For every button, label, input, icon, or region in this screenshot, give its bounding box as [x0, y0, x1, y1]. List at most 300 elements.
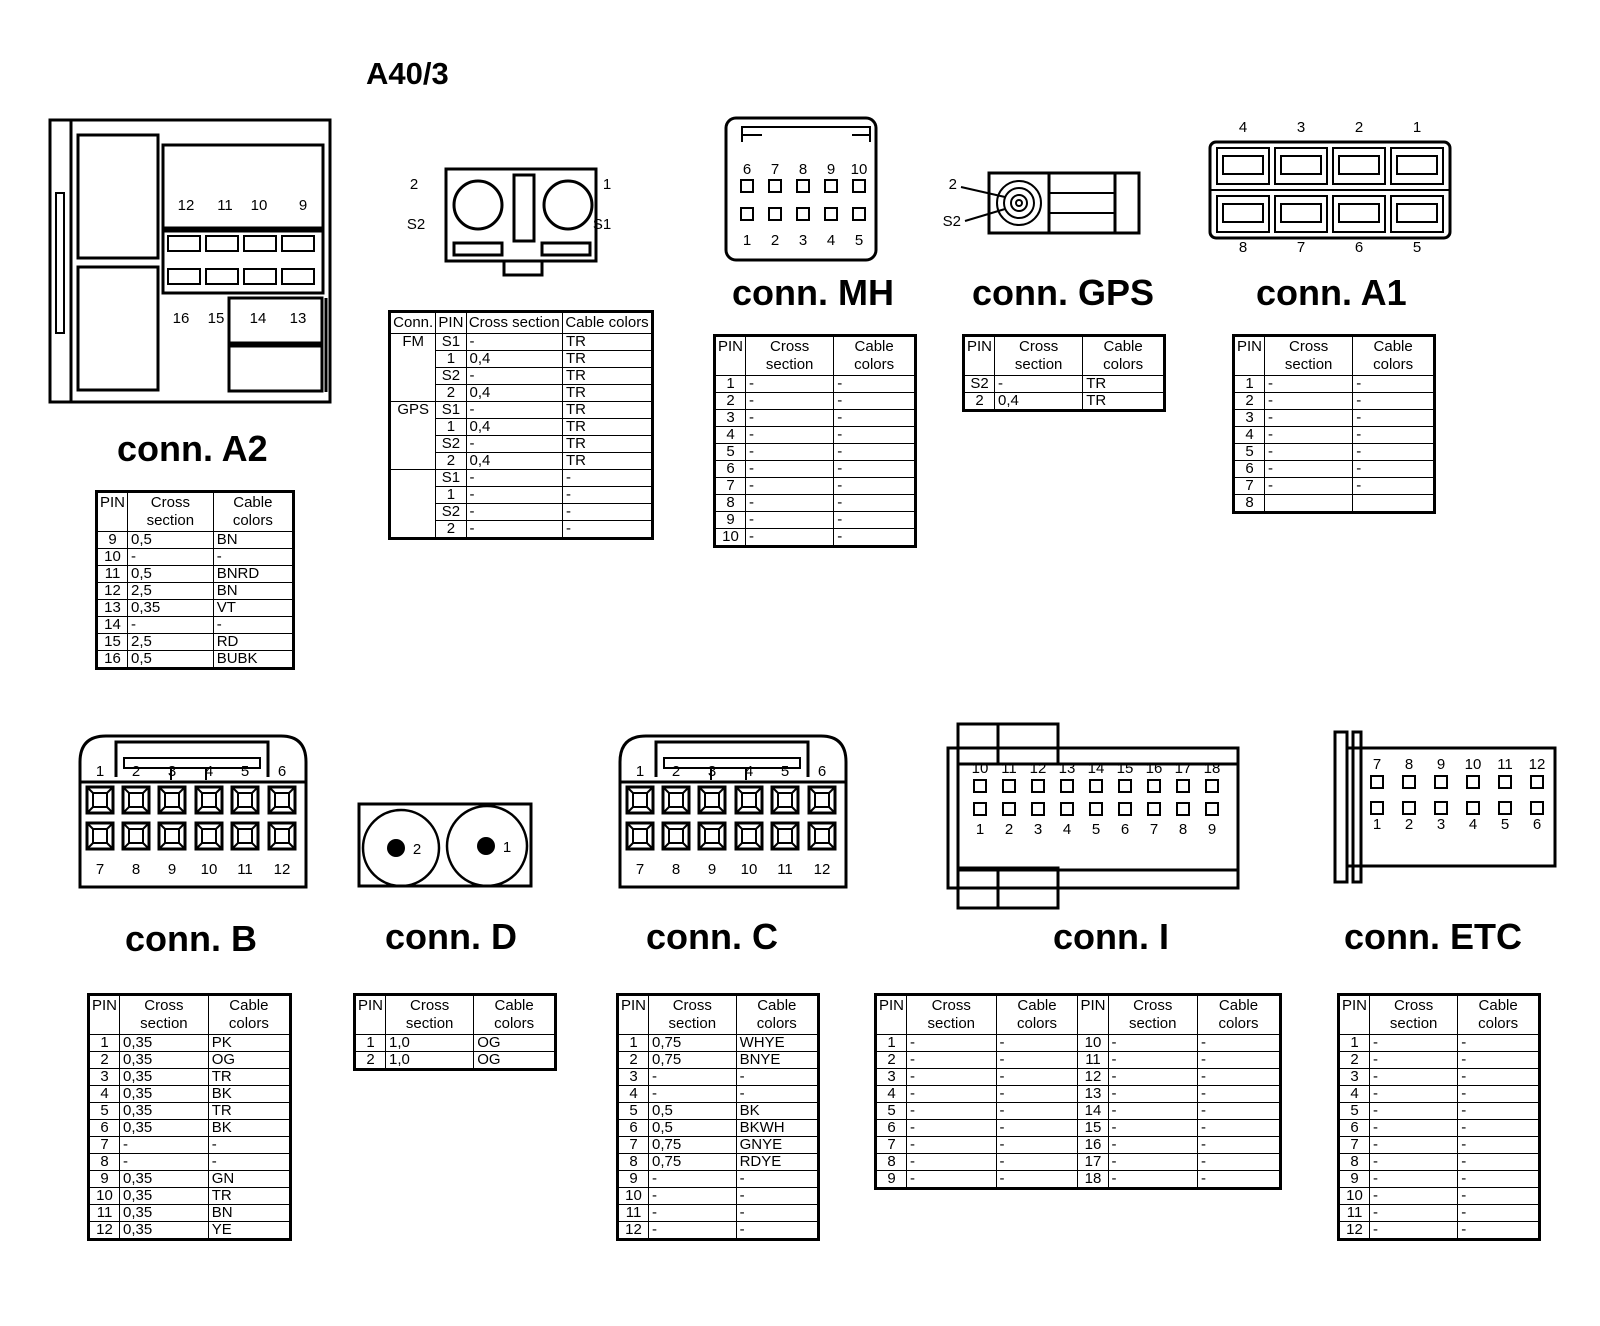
conn-etc-diagram [1333, 728, 1563, 888]
cross-section-header: Cross section [466, 312, 562, 334]
pin-cavity [165, 793, 179, 807]
pin-cavity [93, 829, 107, 843]
cross-section-header: Cross section [907, 995, 996, 1035]
pin-header: PIN [89, 995, 120, 1035]
table-row [1339, 1222, 1540, 1240]
cross-section-cell: - [746, 376, 834, 393]
cross-section-header: Cross section [1108, 995, 1197, 1035]
pin-number-label: 9 [298, 197, 308, 214]
cable-colors-header: Cable colors [1458, 995, 1540, 1035]
cross-section-cell: 2,5 [128, 634, 214, 651]
pin-number-label: 4 [1468, 816, 1478, 833]
pin-number-label: 8 [1238, 239, 1248, 256]
pin-cavity [1403, 776, 1415, 788]
pin-number-label: 7 [95, 861, 105, 878]
pin-cell: 7 [618, 1137, 649, 1154]
cross-section-header: Cross section [746, 336, 834, 376]
pin-number-label: 3 [167, 763, 177, 780]
table-row [89, 1052, 291, 1069]
cross-section-header: Cross section [120, 995, 209, 1035]
cable-color-cell: - [834, 427, 916, 444]
cable-color-cell: - [736, 1171, 818, 1188]
cross-section-cell: - [746, 427, 834, 444]
cable-color-cell: - [1197, 1171, 1280, 1189]
conn-group-cell: GPS [390, 402, 436, 470]
pin-cavity [1061, 780, 1073, 792]
cable-color-cell: TR [563, 385, 653, 402]
pin-cell: 7 [715, 478, 746, 495]
pin-number-label: 2 [131, 763, 141, 780]
table-row [355, 1052, 556, 1070]
pin-cavity [1206, 780, 1218, 792]
pin-cavity [769, 208, 781, 220]
pin-cell: 9 [89, 1171, 120, 1188]
pin-cell: 12 [1078, 1069, 1108, 1086]
cross-section-cell: 0,35 [120, 1222, 209, 1240]
cross-section-header: Cross section [995, 336, 1083, 376]
table-row [1339, 1069, 1540, 1086]
pin-number-label: 3 [707, 763, 717, 780]
pin-cavity [741, 208, 753, 220]
cross-section-cell: - [466, 504, 562, 521]
cable-color-cell: - [563, 470, 653, 487]
pin-cavity [633, 793, 647, 807]
pin-cavity [1333, 196, 1385, 232]
pin-cavity [974, 780, 986, 792]
conn-gps-table [962, 334, 1166, 412]
cable-color-cell: TR [563, 453, 653, 470]
table-row [89, 1154, 291, 1171]
cross-section-cell: - [1370, 1154, 1458, 1171]
cable-color-cell: BKWH [736, 1120, 818, 1137]
pin-cell: 1 [1339, 1035, 1370, 1052]
pin-number-label: 10 [971, 760, 989, 777]
pin-cavity [275, 829, 289, 843]
cross-section-cell: - [907, 1052, 996, 1069]
pin-number-label: 14 [1087, 760, 1105, 777]
cable-color-cell: - [1197, 1069, 1280, 1086]
cable-color-cell: - [996, 1052, 1078, 1069]
cross-section-cell: - [1108, 1103, 1197, 1120]
cable-color-cell: - [208, 1154, 290, 1171]
conn-group-cell: FM [390, 334, 436, 402]
table-row [715, 427, 916, 444]
cable-color-cell: - [996, 1171, 1078, 1189]
pin-cavity [974, 803, 986, 815]
cross-section-cell: - [1108, 1086, 1197, 1103]
pin-cavity [853, 208, 865, 220]
cable-color-cell: BNYE [736, 1052, 818, 1069]
table-row [1339, 1086, 1540, 1103]
pin-cell: 6 [876, 1120, 907, 1137]
table-row [97, 617, 294, 634]
table-row [89, 1120, 291, 1137]
pin-number-label: 2 [1004, 821, 1014, 838]
cross-section-cell: - [1265, 393, 1353, 410]
table-row [1234, 444, 1435, 461]
cable-colors-header: Cable colors [834, 336, 916, 376]
cable-color-cell: GN [208, 1171, 290, 1188]
pin-cell: 12 [618, 1222, 649, 1240]
cable-color-cell: BK [208, 1086, 290, 1103]
pin-number-label: 16 [1145, 760, 1163, 777]
table-row [876, 1154, 1281, 1171]
cross-section-cell: 1,0 [386, 1035, 474, 1052]
pin-cell: 7 [1339, 1137, 1370, 1154]
pin-number-label: 1 [502, 839, 512, 856]
pin-number-label: 6 [1354, 239, 1364, 256]
pin-header: PIN [1234, 336, 1265, 376]
cable-color-cell: - [834, 478, 916, 495]
pin-cavity [1119, 803, 1131, 815]
pin-cavity [825, 180, 837, 192]
cross-section-cell: - [1370, 1086, 1458, 1103]
pin-cavity [1397, 204, 1437, 222]
pin-cavity [1499, 776, 1511, 788]
table-row [1339, 1171, 1540, 1188]
cross-section-cell: - [128, 617, 214, 634]
conn-d-title: conn. D [385, 916, 517, 957]
pin-cavity [1003, 803, 1015, 815]
pin-number-label: 2 [409, 176, 419, 193]
conn-a1-diagram [1198, 118, 1458, 263]
pin-cell: S1 [436, 470, 466, 487]
pin-header: PIN [1339, 995, 1370, 1035]
pin-cell: 10 [1339, 1188, 1370, 1205]
cable-color-cell: BN [213, 532, 293, 549]
table-row [618, 1137, 819, 1154]
cable-color-cell: - [736, 1086, 818, 1103]
cross-section-cell: 1,0 [386, 1052, 474, 1070]
table-row [618, 1205, 819, 1222]
pin-cell: S2 [436, 504, 466, 521]
pin-cell: 8 [618, 1154, 649, 1171]
pin-number-label: 2 [1354, 119, 1364, 136]
pin-cavity [202, 829, 216, 843]
pin-header: PIN [618, 995, 649, 1035]
pin-cell: 5 [89, 1103, 120, 1120]
table-row [1339, 1052, 1540, 1069]
pin-number-label: 2 [948, 176, 957, 193]
cross-section-cell: - [1108, 1137, 1197, 1154]
table-row [876, 1035, 1281, 1052]
pin-cell: S1 [436, 334, 466, 351]
cable-color-cell: - [1353, 376, 1435, 393]
pin-number-label: 2 [770, 232, 780, 249]
pin-cell: 2 [1339, 1052, 1370, 1069]
cross-section-cell: - [746, 478, 834, 495]
pin-number-label: 13 [1058, 760, 1076, 777]
cross-section-cell: 0,5 [128, 566, 214, 583]
pin-cavity [93, 793, 107, 807]
conn-fm-gps-table [388, 310, 654, 540]
cross-section-cell: - [1370, 1103, 1458, 1120]
cross-section-cell: 0,35 [120, 1188, 209, 1205]
pin-number-label: 12 [1528, 756, 1546, 773]
pin-cell: 6 [715, 461, 746, 478]
pin-cell: 1 [89, 1035, 120, 1052]
pin-cell: 5 [618, 1103, 649, 1120]
pin-cavity [1275, 196, 1327, 232]
pin-cell: 2 [876, 1052, 907, 1069]
pin-number-label: 4 [1062, 821, 1072, 838]
pin-number-label: 6 [277, 763, 287, 780]
pin-cell: 8 [876, 1154, 907, 1171]
table-row [89, 1137, 291, 1154]
pin-header: PIN [715, 336, 746, 376]
cable-color-cell: YE [208, 1222, 290, 1240]
pin-cavity [1206, 803, 1218, 815]
table-row [618, 1086, 819, 1103]
pin-cavity [815, 829, 829, 843]
cross-section-cell: - [1370, 1069, 1458, 1086]
pin-header: PIN [1078, 995, 1108, 1035]
table-row [97, 549, 294, 566]
pin-cavity [1090, 803, 1102, 815]
cable-color-cell: - [996, 1069, 1078, 1086]
pin-cavity [669, 829, 683, 843]
pin-cell: 3 [1339, 1069, 1370, 1086]
pin-number-label: 10 [200, 861, 218, 878]
cross-section-cell: - [1370, 1188, 1458, 1205]
pin-cell: 1 [715, 376, 746, 393]
table-row [1234, 376, 1435, 393]
pin-cavity [825, 208, 837, 220]
pin-cell: 5 [1234, 444, 1265, 461]
pin-cell: 10 [715, 529, 746, 547]
cross-section-cell: - [1370, 1171, 1458, 1188]
pin-cavity [1531, 802, 1543, 814]
pin-cavity [1467, 802, 1479, 814]
table-row [390, 334, 653, 351]
cable-color-cell: TR [563, 351, 653, 368]
pin-number-label: 1 [1372, 816, 1382, 833]
cross-section-cell: 0,5 [128, 651, 214, 669]
table-row [618, 1120, 819, 1137]
table-row [89, 1205, 291, 1222]
pin-number-label: 3 [798, 232, 808, 249]
conn-b-title: conn. B [125, 918, 257, 959]
pin-cell: 16 [97, 651, 128, 669]
table-row [618, 1154, 819, 1171]
conn-a2-diagram [46, 118, 346, 410]
table-row [618, 1171, 819, 1188]
pin-number-label: 1 [635, 763, 645, 780]
cable-color-cell: - [834, 410, 916, 427]
pin-cell: 12 [89, 1222, 120, 1240]
pin-cavity [1281, 204, 1321, 222]
cross-section-cell: - [1265, 410, 1353, 427]
table-row [89, 1086, 291, 1103]
cross-section-cell: 0,75 [649, 1035, 737, 1052]
pin-cavity [669, 793, 683, 807]
pin-cavity [1371, 776, 1383, 788]
pin-cavity [1339, 204, 1379, 222]
cable-color-cell: TR [208, 1103, 290, 1120]
cross-section-cell: - [746, 393, 834, 410]
pin-cell: 11 [1078, 1052, 1108, 1069]
cross-section-cell: 0,4 [466, 385, 562, 402]
cable-color-cell: - [1197, 1086, 1280, 1103]
pin-cell: 13 [97, 600, 128, 617]
pin-cavity [1531, 776, 1543, 788]
pin-number-label: 13 [289, 310, 307, 327]
pin-cavity [1391, 196, 1443, 232]
cross-section-cell: - [1370, 1035, 1458, 1052]
pin-cell: 3 [876, 1069, 907, 1086]
table-row [1234, 495, 1435, 513]
table-row [89, 1035, 291, 1052]
cable-colors-header: Cable colors [736, 995, 818, 1035]
pin-cell: 11 [618, 1205, 649, 1222]
cable-color-cell: - [213, 617, 293, 634]
pin-cell: 13 [1078, 1086, 1108, 1103]
pin-number-label: 7 [635, 861, 645, 878]
cross-section-cell: - [1265, 427, 1353, 444]
pin-cell: 8 [89, 1154, 120, 1171]
cross-section-cell: - [907, 1154, 996, 1171]
table-row [1234, 478, 1435, 495]
pin-cavity [129, 793, 143, 807]
cross-section-cell: - [1108, 1052, 1197, 1069]
pin-number-label: 2 [412, 841, 422, 858]
pin-cavity [1032, 803, 1044, 815]
cable-color-cell: - [736, 1222, 818, 1240]
table-row [390, 470, 653, 487]
pin-cell: 8 [1339, 1154, 1370, 1171]
pin-cavity [769, 180, 781, 192]
table-row [876, 1103, 1281, 1120]
cable-color-cell: TR [208, 1069, 290, 1086]
table-row [876, 1120, 1281, 1137]
pin-cavity [742, 793, 756, 807]
cross-section-header: Cross section [1370, 995, 1458, 1035]
cross-section-cell: - [907, 1035, 996, 1052]
pin-number-label: 8 [1404, 756, 1414, 773]
pin-number-label: 6 [742, 161, 752, 178]
table-row [355, 1035, 556, 1052]
cable-color-cell: BK [208, 1120, 290, 1137]
pin-number-label: 6 [817, 763, 827, 780]
cable-color-cell: TR [563, 419, 653, 436]
conn-group-cell [390, 470, 436, 539]
cable-color-cell: - [563, 521, 653, 539]
cable-color-cell: OG [474, 1035, 556, 1052]
cable-color-cell: - [1197, 1120, 1280, 1137]
pin-cavity [1090, 780, 1102, 792]
pin-number-label: 9 [167, 861, 177, 878]
pin-cell: 2 [436, 521, 466, 539]
cross-section-cell: - [649, 1222, 737, 1240]
cable-color-cell: - [563, 504, 653, 521]
pin-number-label: 16 [172, 310, 190, 327]
pin-number-label: 12 [273, 861, 291, 878]
pin-header: PIN [97, 492, 128, 532]
table-row [1234, 427, 1435, 444]
cable-color-cell: - [1458, 1086, 1540, 1103]
cable-colors-header: Cable colors [1353, 336, 1435, 376]
pin-cavity [275, 793, 289, 807]
cross-section-cell: 0,35 [120, 1171, 209, 1188]
table-row [89, 1069, 291, 1086]
pin-cell: 7 [1234, 478, 1265, 495]
pin-number-label: S2 [942, 213, 961, 230]
table-row [1339, 1120, 1540, 1137]
pin-2-dot [387, 839, 405, 857]
conn-a2-table [95, 490, 295, 670]
table-row [97, 532, 294, 549]
conn-c-diagram [616, 732, 852, 900]
table-row [715, 461, 916, 478]
pin-cell: 2 [436, 385, 466, 402]
cross-section-cell: - [466, 368, 562, 385]
cable-color-cell: BK [736, 1103, 818, 1120]
cable-colors-header: Cable colors [563, 312, 653, 334]
table-row [715, 512, 916, 529]
table-row [1339, 1188, 1540, 1205]
pin-cell: 1 [618, 1035, 649, 1052]
cross-section-cell: 0,5 [649, 1103, 737, 1120]
cable-colors-header: Cable colors [213, 492, 293, 532]
pin-number-label: 9 [1207, 821, 1217, 838]
pin-cell: S1 [436, 402, 466, 419]
cross-section-cell: 0,4 [466, 351, 562, 368]
conn-mh-diagram [722, 115, 882, 265]
pin-cell: 2 [1234, 393, 1265, 410]
table-row [97, 651, 294, 669]
cross-section-header: Cross section [1265, 336, 1353, 376]
table-row [964, 393, 1165, 411]
cable-color-cell: BN [213, 583, 293, 600]
pin-cell: 18 [1078, 1171, 1108, 1189]
conn-gps-diagram [942, 165, 1145, 240]
cross-section-cell: - [907, 1069, 996, 1086]
pin-number-label: 12 [177, 197, 195, 214]
table-row [715, 478, 916, 495]
cross-section-cell: 0,5 [128, 532, 214, 549]
pin-number-label: 5 [240, 763, 250, 780]
pin-cavity [1467, 776, 1479, 788]
table-row [618, 1069, 819, 1086]
table-row [1234, 393, 1435, 410]
pin-cavity [1339, 156, 1379, 174]
pin-cell: 3 [89, 1069, 120, 1086]
cable-color-cell: TR [563, 402, 653, 419]
cable-color-cell: - [1197, 1137, 1280, 1154]
pin-cavity [797, 180, 809, 192]
pin-number-label: 1 [602, 176, 612, 193]
table-row [715, 495, 916, 512]
pin-number-label: 2 [671, 763, 681, 780]
cross-section-cell: - [907, 1120, 996, 1137]
cable-color-cell: - [1458, 1205, 1540, 1222]
pin-number-label: 7 [1296, 239, 1306, 256]
pin-number-label: 8 [131, 861, 141, 878]
pin-cell: 6 [1339, 1120, 1370, 1137]
cross-section-cell: - [1370, 1222, 1458, 1240]
cross-section-cell: 0,75 [649, 1052, 737, 1069]
conn-c-title: conn. C [646, 916, 778, 957]
cable-color-cell: RDYE [736, 1154, 818, 1171]
conn-c-table [616, 993, 820, 1241]
cable-color-cell: TR [1083, 376, 1165, 393]
conn-i-table [874, 993, 1282, 1190]
pin-cell: 12 [97, 583, 128, 600]
conn-etc-table [1337, 993, 1541, 1241]
table-row [1339, 1154, 1540, 1171]
cable-color-cell: - [996, 1137, 1078, 1154]
pin-number-label: 4 [744, 763, 754, 780]
